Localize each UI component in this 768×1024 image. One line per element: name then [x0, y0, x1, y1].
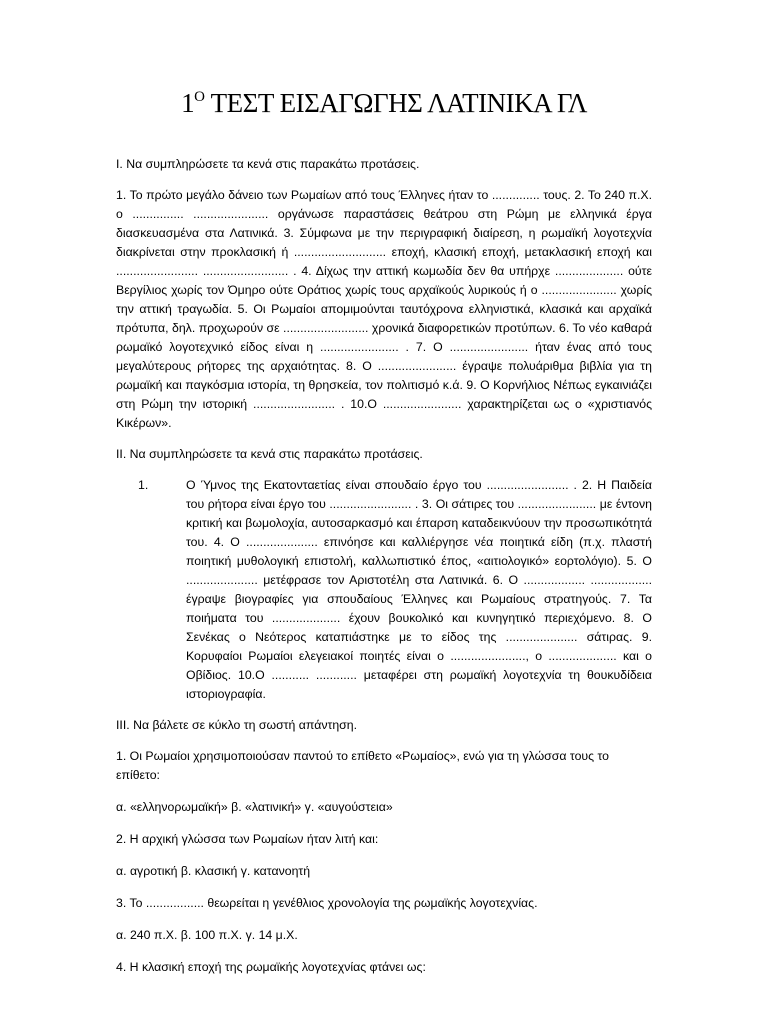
title-number: 1: [181, 88, 195, 118]
section-1-body: 1. Το πρώτο μεγάλο δάνειο των Ρωμαίων από τους Έλληνες ήταν το .............. τους. 2. Το 240 π.Χ. ο ............... ...................... οργάνωσε παραστάσεις θεάτρου στη Ρώμη με ελληνικά έργα διασκευασμένα στα Λατινικά. 3. Σύμφωνα με την περιγραφική διαίρεση, η ρωμαϊκή λογοτεχνία διακρίνεται στην προκλασική ή ........................... εποχή, κλασική εποχή, μετακλασική εποχή και ........................ ......................... . 4. Δίχως την αττική κωμωδία δεν θα υπήρχε .................... ούτε Βεργίλιος χωρίς τον Όμηρο ούτε Οράτιος χωρίς τους αρχαϊκούς λυρικούς ή ο ...................... χωρίς την αττική τραγωδία. 5. Οι Ρωμαίοι απομιμούνται ταυτόχρονα ελληνιστικά, κλασικά και αρχαϊκά πρότυπα, δηλ. προχωρούν σε ......................... χρονικά διαφορετικών προτύπων. 6. Το νέο καθαρά ρωμαϊκό λογοτεχνικό είδος είναι η ....................... . 7. Ο ....................... ήταν ένας από τους μεγαλύτερους ρήτορες της αρχαιότητας. 8. Ο ....................... έγραψε πολυάριθμα βιβλία για τη ρωμαϊκή και παγκόσμια ιστορία, τη θρησκεία, τον πολιτισμό κ.ά. 9. Ο Κορνήλιος Νέπως εγκαινιάζει στη Ρώμη την ιστορική ........................ . 10.Ο ....................... χαρακτηρίζεται ως ο «χριστιανός Κικέρων».: [116, 188, 652, 430]
section-2-heading: ΙΙ. Να συμπληρώσετε τα κενά στις παρακάτω προτάσεις.: [116, 447, 423, 461]
section-3-heading: ΙΙΙ. Να βάλετε σε κύκλο τη σωστή απάντηση.: [116, 718, 358, 732]
question-1: 1. Οι Ρωμαίοι χρησιμοποιούσαν παντού το επίθετο «Ρωμαίος», ενώ για τη γλώσσα τους το επίθετο:: [116, 749, 609, 782]
question-3: 3. Το ................. θεωρείται η γενέθλιος χρονολογία της ρωμαϊκής λογοτεχνίας.: [116, 896, 538, 910]
question-2-options: α. αγροτική β. κλασική γ. κατανοητή: [116, 864, 311, 878]
section-2-body: Ο Ύμνος της Εκατονταετίας είναι σπουδαίο έργο του ........................ . 2. Η Παιδεία του ρήτορα είναι έργο του ........................ . 3. Οι σάτιρες του ....................... με έντονη κριτική και βωμολοχία, αυτοσαρκασμό και έπαρση καταδεικνύουν την προσωπικότητά του. 4. Ο ..................... επινόησε και καλλιέργησε νέα ποιητικά είδη (π.χ. πλαστή ποιητική μυθολογική επιστολή, καλλωπιστικό έπος, «αιτιολογικό» εορτολόγιο). 5. Ο ..................... μετέφρασε τον Αριστοτέλη στα Λατινικά. 6. Ο .................. .................. έγραψε βιογραφίες για σπουδαίους Έλληνες και Ρωμαίους στρατηγούς. 7. Τα ποιήματα του .................... έχουν βουκολικό και κυνηγητικό περιεχόμενο. 8. Ο Σενέκας ο Νεότερος καταπιάστηκε με το είδος της ..................... σάτιρας. 9. Κορυφαίοι Ρωμαίοι ελεγειακοί ποιητές είναι ο ......................, ο .................... και ο Οβίδιος. 10.Ο ........... ............ μεταφέρει στη ρωμαϊκή λογοτεχνία τη θουκυδίδεια ιστοριογραφία.: [186, 478, 652, 701]
question-2: 2. Η αρχική γλώσσα των Ρωμαίων ήταν λιτή και:: [116, 832, 379, 846]
question-1-options: α. «ελληνορωμαϊκή» β. «λατινική» γ. «αυγούστεια»: [116, 800, 393, 814]
document-title: [116, 88, 652, 119]
list-item-number: 1.: [138, 478, 149, 492]
question-4: 4. Η κλασική εποχή της ρωμαϊκής λογοτεχνίας φτάνει ως:: [116, 960, 426, 974]
question-3-options: α. 240 π.Χ. β. 100 π.Χ. γ. 14 μ.Χ.: [116, 928, 298, 942]
section-1-heading: Ι. Να συμπληρώσετε τα κενά στις παρακάτω προτάσεις.: [116, 157, 420, 171]
section-2-list-item: [116, 476, 652, 704]
title-text: ΤΕΣΤ ΕΙΣΑΓΩΓΗΣ ΛΑΤΙΝΙΚΑ ΓΛ: [204, 88, 587, 118]
title-superscript: O: [194, 89, 205, 105]
